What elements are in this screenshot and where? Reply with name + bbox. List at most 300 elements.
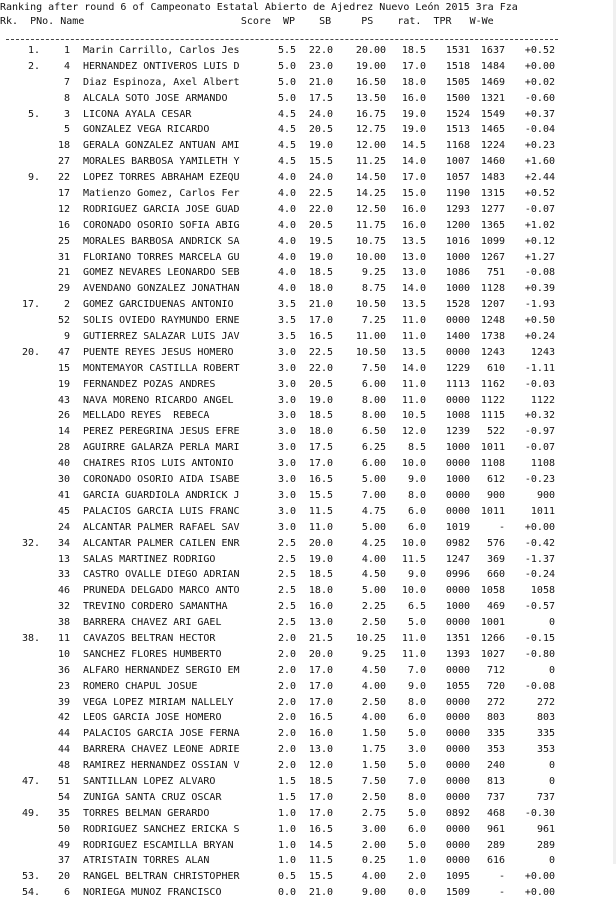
player-name-cell: NAVA MORENO RICARDO ANGEL (83, 394, 234, 406)
tpr-cell: 1549 (480, 108, 505, 120)
sb-cell: 11.00 (355, 331, 386, 343)
sb-cell: 12.75 (355, 124, 386, 136)
sb-cell: 5.00 (361, 474, 386, 486)
score-cell: 2.0 (277, 712, 296, 724)
score-cell: 3.0 (277, 458, 296, 470)
table-row (0, 505, 616, 521)
table-row (0, 664, 616, 680)
tpr-cell: - (498, 871, 505, 883)
ps-cell: 14.0 (401, 156, 426, 168)
player-number-cell: 41 (57, 489, 70, 501)
wp-cell: 11.5 (308, 505, 333, 517)
wp-cell: 20.5 (308, 219, 333, 231)
w-we-cell: +0.00 (524, 521, 555, 533)
ps-cell: 10.0 (401, 537, 426, 549)
sb-cell: 3.00 (361, 823, 386, 835)
ps-cell: 5.0 (407, 839, 426, 851)
wp-cell: 16.5 (308, 823, 333, 835)
w-we-cell: 900 (536, 489, 555, 501)
w-we-cell: -1.93 (524, 299, 555, 311)
ps-cell: 13.0 (401, 267, 426, 279)
rating-cell: 1247 (445, 553, 470, 565)
tpr-cell: 1266 (480, 632, 505, 644)
wp-cell: 22.5 (308, 346, 333, 358)
score-cell: 4.0 (277, 235, 296, 247)
tpr-cell: 1738 (480, 331, 505, 343)
wp-cell: 21.0 (308, 76, 333, 88)
score-cell: 5.0 (277, 92, 296, 104)
w-we-cell: +1.27 (524, 251, 555, 263)
wp-cell: 17.0 (308, 458, 333, 470)
player-number-cell: 52 (57, 315, 70, 327)
table-row (0, 123, 616, 139)
table-row (0, 489, 616, 505)
rating-cell: 1518 (445, 60, 470, 72)
w-we-cell: -0.57 (524, 601, 555, 613)
score-cell: 2.0 (277, 696, 296, 708)
table-row (0, 568, 616, 584)
wp-cell: 18.5 (308, 410, 333, 422)
player-number-cell: 44 (57, 728, 70, 740)
w-we-cell: -0.42 (524, 537, 555, 549)
player-number-cell: 24 (57, 521, 70, 533)
rating-cell: 1113 (445, 378, 470, 390)
player-name-cell: SANTILLAN LOPEZ ALVARO (83, 775, 216, 787)
player-name-cell: VEGA LOPEZ MIRIAM NALLELY (83, 696, 234, 708)
score-cell: 2.0 (277, 648, 296, 660)
player-name-cell: CAVAZOS BELTRAN HECTOR (83, 632, 216, 644)
wp-cell: 19.0 (308, 553, 333, 565)
score-cell: 1.5 (277, 775, 296, 787)
tpr-cell: 1058 (480, 585, 505, 597)
player-name-cell: CORONADO OSORIO SOFIA ABIG (83, 219, 240, 231)
table-row (0, 743, 616, 759)
ps-cell: 11.0 (401, 331, 426, 343)
wp-cell: 20.5 (308, 124, 333, 136)
score-cell: 4.5 (277, 140, 296, 152)
rating-cell: 0000 (445, 712, 470, 724)
score-cell: 1.0 (277, 855, 296, 867)
ps-cell: 16.0 (401, 203, 426, 215)
player-number-cell: 8 (63, 92, 70, 104)
rating-cell: 0000 (445, 760, 470, 772)
sb-cell: 2.50 (361, 617, 386, 629)
w-we-cell: -1.11 (524, 362, 555, 374)
sb-cell: 14.50 (355, 172, 386, 184)
w-we-cell: 1243 (530, 346, 555, 358)
table-row (0, 314, 616, 330)
player-number-cell: 31 (57, 251, 70, 263)
w-we-cell: -0.24 (524, 569, 555, 581)
rank-cell: 17. (21, 299, 40, 311)
w-we-cell: 0 (548, 775, 555, 787)
ps-cell: 5.0 (407, 760, 426, 772)
score-cell: 4.0 (277, 283, 296, 295)
table-row (0, 60, 616, 76)
score-cell: 2.5 (277, 569, 296, 581)
ps-cell: 19.0 (401, 124, 426, 136)
w-we-cell: +0.00 (524, 887, 555, 899)
rank-cell: 47. (21, 775, 40, 787)
wp-cell: 22.0 (308, 203, 333, 215)
player-number-cell: 27 (57, 156, 70, 168)
rating-cell: 0982 (445, 537, 470, 549)
tpr-cell: 610 (486, 362, 505, 374)
rating-cell: 0000 (445, 458, 470, 470)
sb-cell: 4.50 (361, 664, 386, 676)
rating-cell: 0000 (445, 315, 470, 327)
player-number-cell: 38 (57, 617, 70, 629)
table-row (0, 251, 616, 267)
score-cell: 2.5 (277, 601, 296, 613)
player-name-cell: LEOS GARCIA JOSE HOMERO (83, 712, 222, 724)
sb-cell: 4.25 (361, 537, 386, 549)
ps-cell: 11.0 (401, 394, 426, 406)
table-row (0, 346, 616, 362)
sb-cell: 2.25 (361, 601, 386, 613)
sb-cell: 2.00 (361, 839, 386, 851)
w-we-cell: +0.50 (524, 315, 555, 327)
tpr-cell: 1637 (480, 45, 505, 56)
player-name-cell: ZUÑIGA SANTA CRUZ OSCAR (83, 791, 222, 803)
rating-cell: 1019 (445, 521, 470, 533)
wp-cell: 22.0 (308, 45, 333, 56)
score-cell: 3.0 (277, 521, 296, 533)
rating-cell: 0000 (445, 489, 470, 501)
rating-cell: 1393 (445, 648, 470, 660)
player-name-cell: NORIEGA MUÑOZ FRANCISCO (83, 887, 222, 899)
player-number-cell: 1 (63, 45, 70, 56)
w-we-cell: +1.60 (524, 156, 555, 168)
ps-cell: 5.0 (407, 728, 426, 740)
wp-cell: 23.0 (308, 60, 333, 72)
w-we-cell: 1011 (530, 505, 555, 517)
player-name-cell: MELLADO REYES REBECA (83, 410, 210, 422)
w-we-cell: 0 (548, 617, 555, 629)
table-row (0, 409, 616, 425)
player-name-cell: GOMEZ GARCIDUEÑAS ANTONIO (83, 299, 234, 311)
sb-cell: 6.25 (361, 442, 386, 454)
w-we-cell: -0.15 (524, 632, 555, 644)
header-divider (6, 39, 558, 40)
score-cell: 3.0 (277, 489, 296, 501)
wp-cell: 20.0 (308, 537, 333, 549)
rating-cell: 0996 (445, 569, 470, 581)
player-name-cell: HERNANDEZ ONTIVEROS LUIS D (83, 60, 240, 72)
wp-cell: 17.0 (308, 315, 333, 327)
sb-cell: 9.25 (361, 267, 386, 279)
sb-cell: 11.75 (355, 219, 386, 231)
sb-cell: 4.00 (361, 712, 386, 724)
score-cell: 4.0 (277, 267, 296, 279)
rating-cell: 0000 (445, 791, 470, 803)
tpr-cell: 1465 (480, 124, 505, 136)
ps-cell: 7.0 (407, 775, 426, 787)
score-cell: 3.0 (277, 442, 296, 454)
tpr-cell: 1483 (480, 172, 505, 184)
rating-cell: 0000 (445, 839, 470, 851)
sb-cell: 14.25 (355, 188, 386, 200)
w-we-cell: -0.03 (524, 378, 555, 390)
wp-cell: 17.0 (308, 791, 333, 803)
wp-cell: 13.0 (308, 744, 333, 756)
w-we-cell: 1122 (530, 394, 555, 406)
player-number-cell: 19 (57, 378, 70, 390)
wp-cell: 17.0 (308, 696, 333, 708)
ps-cell: 19.0 (401, 108, 426, 120)
rating-cell: 0000 (445, 505, 470, 517)
player-number-cell: 20 (57, 871, 70, 883)
wp-cell: 17.5 (308, 442, 333, 454)
player-number-cell: 54 (57, 791, 70, 803)
score-cell: 1.5 (277, 791, 296, 803)
wp-cell: 15.5 (308, 871, 333, 883)
player-number-cell: 17 (57, 188, 70, 200)
wp-cell: 18.5 (308, 775, 333, 787)
score-cell: 3.0 (277, 474, 296, 486)
standings-table (0, 44, 616, 902)
w-we-cell: -0.08 (524, 680, 555, 692)
table-row (0, 870, 616, 886)
player-name-cell: SANCHEZ FLORES HUMBERTO (83, 648, 222, 660)
rating-cell: 1008 (445, 410, 470, 422)
sb-cell: 9.00 (361, 887, 386, 899)
sb-cell: 0.25 (361, 855, 386, 867)
player-name-cell: BARRERA CHAVEZ ARI GAEL (83, 617, 222, 629)
player-name-cell: CORONADO OSORIO AIDA ISABE (83, 474, 240, 486)
wp-cell: 17.0 (308, 664, 333, 676)
table-row (0, 298, 616, 314)
player-name-cell: PALACIOS GARCIA LUIS FRANC (83, 505, 240, 517)
player-number-cell: 35 (57, 807, 70, 819)
sb-cell: 8.00 (361, 410, 386, 422)
table-row (0, 139, 616, 155)
score-cell: 3.5 (277, 315, 296, 327)
player-number-cell: 22 (57, 172, 70, 184)
wp-cell: 11.0 (308, 521, 333, 533)
player-number-cell: 51 (57, 775, 70, 787)
rating-cell: 1528 (445, 299, 470, 311)
ps-cell: 10.0 (401, 585, 426, 597)
ps-cell: 13.0 (401, 251, 426, 263)
rating-cell: 1000 (445, 283, 470, 295)
score-cell: 2.0 (277, 760, 296, 772)
player-name-cell: SALAS MARTINEZ RODRIGO (83, 553, 216, 565)
tpr-cell: - (498, 887, 505, 899)
tpr-cell: 1315 (480, 188, 505, 200)
rating-cell: 1000 (445, 601, 470, 613)
player-name-cell: SOLIS OVIEDO RAYMUNDO ERNE (83, 315, 240, 327)
player-name-cell: CASTRO OVALLE DIEGO ADRIAN (83, 569, 240, 581)
table-row (0, 632, 616, 648)
ps-cell: 16.0 (401, 219, 426, 231)
w-we-cell: 289 (536, 839, 555, 851)
sb-cell: 16.50 (355, 76, 386, 88)
player-number-cell: 42 (57, 712, 70, 724)
rank-cell: 1. (27, 45, 40, 56)
rating-cell: 1016 (445, 235, 470, 247)
tpr-cell: 469 (486, 601, 505, 613)
wp-cell: 16.0 (308, 728, 333, 740)
rating-cell: 1400 (445, 331, 470, 343)
rating-cell: 0000 (445, 775, 470, 787)
score-cell: 0.0 (277, 887, 296, 899)
wp-cell: 22.5 (308, 188, 333, 200)
score-cell: 4.5 (277, 156, 296, 168)
w-we-cell: 0 (548, 664, 555, 676)
ps-cell: 1.0 (407, 855, 426, 867)
wp-cell: 16.5 (308, 474, 333, 486)
player-number-cell: 33 (57, 569, 70, 581)
player-number-cell: 18 (57, 140, 70, 152)
rating-cell: 1168 (445, 140, 470, 152)
rating-cell: 0000 (445, 664, 470, 676)
rank-cell: 2. (27, 60, 40, 72)
table-row (0, 711, 616, 727)
w-we-cell: 737 (536, 791, 555, 803)
wp-cell: 16.0 (308, 601, 333, 613)
player-number-cell: 12 (57, 203, 70, 215)
ps-cell: 6.0 (407, 712, 426, 724)
sb-cell: 8.00 (361, 394, 386, 406)
score-cell: 0.5 (277, 871, 296, 883)
ps-cell: 14.0 (401, 283, 426, 295)
tpr-cell: 1460 (480, 156, 505, 168)
tpr-cell: 1122 (480, 394, 505, 406)
ps-cell: 6.0 (407, 505, 426, 517)
column-header: Rk. PNo. Name Score WP SB PS rat. TPR W-We (0, 16, 494, 27)
table-row (0, 648, 616, 664)
table-row (0, 44, 616, 60)
sb-cell: 19.00 (355, 60, 386, 72)
rating-cell: 1086 (445, 267, 470, 279)
player-name-cell: RODRIGUEZ ESCAMILLA BRYAN (83, 839, 234, 851)
table-row (0, 791, 616, 807)
player-name-cell: FLORIANO TORRES MARCELA GU (83, 251, 240, 263)
rank-cell: 49. (21, 807, 40, 819)
tpr-cell: 1115 (480, 410, 505, 422)
tpr-cell: 1484 (480, 60, 505, 72)
sb-cell: 7.00 (361, 489, 386, 501)
wp-cell: 18.0 (308, 283, 333, 295)
w-we-cell: +0.32 (524, 410, 555, 422)
ps-cell: 11.0 (401, 632, 426, 644)
rating-cell: 0892 (445, 807, 470, 819)
tpr-cell: 468 (486, 807, 505, 819)
rating-cell: 0000 (445, 696, 470, 708)
tpr-cell: 751 (486, 267, 505, 279)
ps-cell: 6.0 (407, 823, 426, 835)
w-we-cell: -0.80 (524, 648, 555, 660)
sb-cell: 4.50 (361, 569, 386, 581)
tpr-cell: 1267 (480, 251, 505, 263)
ps-cell: 10.5 (401, 410, 426, 422)
ps-cell: 15.0 (401, 188, 426, 200)
ps-cell: 11.0 (401, 648, 426, 660)
sb-cell: 7.25 (361, 315, 386, 327)
tpr-cell: 1365 (480, 219, 505, 231)
wp-cell: 21.5 (308, 632, 333, 644)
tpr-cell: 369 (486, 553, 505, 565)
tpr-cell: 1243 (480, 346, 505, 358)
score-cell: 4.0 (277, 251, 296, 263)
ps-cell: 12.0 (401, 426, 426, 438)
rank-cell: 54. (21, 887, 40, 899)
player-name-cell: ROMERO CHAPUL JOSUE (83, 680, 198, 692)
w-we-cell: 961 (536, 823, 555, 835)
wp-cell: 12.0 (308, 760, 333, 772)
table-row (0, 775, 616, 791)
rating-cell: 0000 (445, 585, 470, 597)
ps-cell: 6.5 (407, 601, 426, 613)
ps-cell: 17.0 (401, 172, 426, 184)
table-row (0, 219, 616, 235)
sb-cell: 7.50 (361, 775, 386, 787)
player-number-cell: 40 (57, 458, 70, 470)
player-number-cell: 50 (57, 823, 70, 835)
wp-cell: 18.5 (308, 569, 333, 581)
wp-cell: 21.0 (308, 299, 333, 311)
tpr-cell: 289 (486, 839, 505, 851)
sb-cell: 12.50 (355, 203, 386, 215)
table-row (0, 680, 616, 696)
player-name-cell: PUENTE REYES JESUS HOMERO (83, 346, 234, 358)
table-row (0, 108, 616, 124)
score-cell: 2.5 (277, 585, 296, 597)
tpr-cell: 272 (486, 696, 505, 708)
score-cell: 4.0 (277, 203, 296, 215)
rating-cell: 1513 (445, 124, 470, 136)
tpr-cell: 1162 (480, 378, 505, 390)
tpr-cell: 660 (486, 569, 505, 581)
sb-cell: 10.75 (355, 235, 386, 247)
wp-cell: 15.5 (308, 489, 333, 501)
player-number-cell: 45 (57, 505, 70, 517)
score-cell: 3.0 (277, 505, 296, 517)
player-number-cell: 26 (57, 410, 70, 422)
ps-cell: 14.5 (401, 140, 426, 152)
player-number-cell: 37 (57, 855, 70, 867)
player-name-cell: ATRISTAIN TORRES ALAN (83, 855, 210, 867)
table-row (0, 330, 616, 346)
w-we-cell: -0.08 (524, 267, 555, 279)
w-we-cell: +0.00 (524, 871, 555, 883)
sb-cell: 4.00 (361, 871, 386, 883)
player-name-cell: MORALES BARBOSA YAMILETH Y (83, 156, 240, 168)
rank-cell: 20. (21, 346, 40, 358)
table-row (0, 759, 616, 775)
rating-cell: 0000 (445, 728, 470, 740)
score-cell: 3.0 (277, 346, 296, 358)
score-cell: 3.0 (277, 394, 296, 406)
ps-cell: 11.0 (401, 378, 426, 390)
table-row (0, 92, 616, 108)
score-cell: 3.0 (277, 410, 296, 422)
w-we-cell: +0.12 (524, 235, 555, 247)
score-cell: 4.5 (277, 124, 296, 136)
table-row (0, 394, 616, 410)
table-row (0, 696, 616, 712)
tpr-cell: 1027 (480, 648, 505, 660)
sb-cell: 16.75 (355, 108, 386, 120)
player-name-cell: BARRERA CHAVEZ LEONE ADRIE (83, 744, 240, 756)
player-name-cell: RAMIREZ HERNANDEZ OSSIAN V (83, 760, 240, 772)
tpr-cell: 576 (486, 537, 505, 549)
player-number-cell: 13 (57, 553, 70, 565)
player-number-cell: 2 (63, 299, 70, 311)
rating-cell: 1190 (445, 188, 470, 200)
ps-cell: 11.5 (401, 553, 426, 565)
